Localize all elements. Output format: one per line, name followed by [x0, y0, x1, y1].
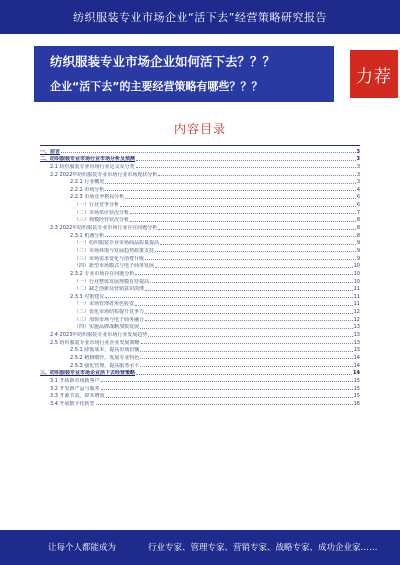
toc-entry-text: 3.3 开源节流，降本增效 — [50, 393, 105, 400]
toc-entry-text: 2.2.3 市场竞争格局分析 — [70, 194, 125, 201]
toc-entry[interactable] — [40, 223, 360, 231]
toc-leader-dots — [141, 343, 353, 344]
toc-entry-page: 11 — [353, 286, 360, 293]
toc-entry-text: 2.3.1 机遇分析 — [70, 232, 105, 239]
toc-entry-page: 3 — [356, 179, 360, 186]
toc-leader-dots — [101, 381, 353, 382]
title-banner — [34, 46, 334, 102]
toc-entry-page: 15 — [353, 393, 360, 400]
toc-leader-dots — [160, 244, 356, 245]
toc-leader-dots — [148, 336, 352, 337]
banner-title: 纺织服装专业市场企业如何活下去？？？ — [50, 54, 276, 69]
toc-leader-dots — [130, 221, 356, 222]
toc-entry-text: 2.3 2022年纺织服装专业市场行业存在问题分析 — [50, 225, 158, 232]
toc-entry-text: 三、纺织服装专业市场企业活下去经营策略 — [40, 370, 136, 377]
toc-entry[interactable] — [40, 323, 360, 331]
toc-entry-text: 2.5 纺织服装专业市场行业企业发展策略 — [50, 339, 140, 346]
toc-leader-dots — [145, 259, 356, 260]
toc-leader-dots — [130, 213, 356, 214]
toc-entry[interactable] — [40, 185, 360, 193]
toc-entry-text: （一）纺织服装专业市场商品质量提高 — [74, 240, 160, 247]
toc-entry-page: 15 — [353, 377, 360, 384]
toc-leader-dots — [105, 297, 352, 298]
toc-entry-text: （二）优化市场结构提升竞争力 — [74, 309, 145, 316]
toc-entry-text: 2.3.3 对策建议 — [70, 293, 105, 300]
toc-entry-text: （三）加快市场与电子商务融合 — [74, 316, 145, 323]
toc-entry-text: 2.3.2 专业市场存在问题分析 — [70, 270, 135, 277]
toc-entry-page: 9 — [356, 247, 360, 254]
toc-entry-page: 6 — [356, 194, 360, 201]
toc-entry-text: 3.1 开拓新市场新客户 — [50, 377, 100, 384]
toc-entry-page: 10 — [353, 263, 360, 270]
toc-entry-text: 二、纺织服装专业市场行业市场分析及预测 — [40, 156, 136, 163]
toc-entry[interactable] — [40, 178, 360, 186]
toc-entry-page: 11 — [353, 293, 360, 300]
toc-leader-dots — [158, 175, 356, 176]
toc-leader-dots — [105, 183, 356, 184]
toc-entry-page: 4 — [356, 186, 360, 193]
toc-entry[interactable] — [40, 285, 360, 293]
toc-entry-page: 14 — [353, 370, 360, 377]
toc-divider — [40, 145, 360, 146]
toc-leader-dots — [101, 389, 353, 390]
toc-entry[interactable] — [40, 399, 360, 407]
toc-entry[interactable] — [40, 315, 360, 323]
toc-entry-text: 2.5.2 精耕细作，发展专业特色 — [70, 354, 140, 361]
toc-leader-dots — [145, 313, 353, 314]
toc-entry-text: （一）行业整体发展规模有待提高 — [74, 278, 150, 285]
toc-entry-text: 2.2.2 市场分析 — [70, 186, 105, 193]
toc-leader-dots — [136, 160, 356, 161]
toc-entry-page: 7 — [356, 209, 360, 216]
toc-entry[interactable] — [40, 170, 360, 178]
toc-entry-text: 3.4 开展数字化转型 — [50, 400, 95, 407]
recommend-badge — [350, 50, 398, 98]
toc-leader-dots — [135, 305, 353, 306]
toc-entry-page: 8 — [356, 225, 360, 232]
toc-entry[interactable] — [40, 292, 360, 300]
toc-leader-dots — [136, 167, 356, 168]
toc-entry-page: 13 — [353, 339, 360, 346]
toc-entry[interactable] — [40, 277, 360, 285]
toc-entry-page: 9 — [356, 255, 360, 262]
footer-slogan: 让每个人都能成为 — [48, 543, 117, 553]
toc-entry-text: 2.1 纺织服装专业市场行业定义及分类 — [50, 163, 135, 170]
toc-entry-page: 13 — [353, 347, 360, 354]
toc-entry-page: 12 — [353, 309, 360, 316]
toc-entry-page: 3 — [356, 163, 360, 170]
toc-leader-dots — [140, 351, 352, 352]
toc-entry[interactable] — [40, 369, 360, 377]
toc-leader-dots — [155, 251, 356, 252]
toc-entry[interactable] — [40, 338, 360, 346]
top-header-band — [0, 0, 400, 34]
toc-leader-dots — [158, 229, 356, 230]
toc-leader-dots — [106, 397, 353, 398]
toc-entry[interactable] — [40, 193, 360, 201]
toc-leader-dots — [155, 267, 353, 268]
toc-entry[interactable] — [40, 239, 360, 247]
toc-entry-text: 2.4 2023年纺织服装专业市场行业发展趋势 — [50, 332, 148, 339]
toc-entry-text: （四）实施品牌战略加快发展 — [74, 324, 140, 331]
toc-entry-page: 14 — [353, 362, 360, 369]
toc-entry[interactable] — [40, 254, 360, 262]
toc-entry[interactable] — [40, 262, 360, 270]
toc-entry-text: （一）市场管理者角色转变 — [74, 301, 135, 308]
toc-leader-dots — [105, 190, 356, 191]
toc-entry[interactable] — [40, 231, 360, 239]
toc-entry-text: 2.5.3 强化管理，提高服务水平 — [70, 362, 140, 369]
toc-leader-dots — [140, 358, 352, 359]
toc-leader-dots — [150, 282, 353, 283]
toc-entry[interactable] — [40, 162, 360, 170]
toc-entry-page: 16 — [353, 400, 360, 407]
toc-entry-page: 8 — [356, 232, 360, 239]
toc-entry-text: 2.2.1 行业概况 — [70, 179, 105, 186]
toc-entry-page: 3 — [356, 156, 360, 163]
toc-entry-page: 15 — [353, 385, 360, 392]
toc-entry-page: 13 — [353, 324, 360, 331]
toc-entry-text: （二）缺乏创新及营销意识淡薄 — [74, 286, 145, 293]
toc-leader-dots — [145, 290, 353, 291]
toc-entry-page: 8 — [356, 217, 360, 224]
toc-entry[interactable] — [40, 361, 360, 369]
toc-leader-dots — [96, 404, 353, 405]
toc-entry[interactable] — [40, 246, 360, 254]
toc-entry-page: 11 — [353, 301, 360, 308]
toc-entry[interactable] — [40, 353, 360, 361]
toc-leader-dots — [145, 320, 353, 321]
toc-entry-text: （二）市场供应状况分析 — [74, 209, 130, 216]
banner-subtitle: 企业“活下去”的主要经营策略有哪些？？？ — [50, 80, 263, 93]
toc-entry[interactable] — [40, 147, 360, 155]
toc-entry[interactable] — [40, 200, 360, 208]
toc-leader-dots — [61, 152, 356, 153]
toc-entry-text: 3.2 开发新产品与服务 — [50, 385, 100, 392]
toc-entry[interactable] — [40, 376, 360, 384]
toc-entry-text: 一、前言 — [40, 148, 61, 155]
toc-entry-page: 13 — [353, 332, 360, 339]
toc-entry-page: 9 — [356, 240, 360, 247]
toc-entry-page: 10 — [353, 270, 360, 277]
badge-label: 力荐 — [356, 66, 392, 87]
toc-entry[interactable] — [40, 300, 360, 308]
toc-entry[interactable] — [40, 269, 360, 277]
toc-entry-text: （三）市场需求变化与消费升级 — [74, 255, 145, 262]
toc-entry[interactable] — [40, 155, 360, 163]
footer-band — [0, 530, 400, 565]
toc-entry-text: （四）新型市场模式与电子商务发展 — [74, 263, 155, 270]
toc-entry[interactable] — [40, 216, 360, 224]
toc-leader-dots — [125, 198, 356, 199]
footer-roles: 行业专家、管理专家、营销专家、战略专家、成功企业家…… — [148, 543, 378, 553]
toc-leader-dots — [105, 236, 356, 237]
toc-entry-page: 12 — [353, 316, 360, 323]
toc-entry[interactable] — [40, 384, 360, 392]
toc-leader-dots — [135, 274, 352, 275]
toc-entry[interactable] — [40, 330, 360, 338]
toc-entry-page: 14 — [353, 354, 360, 361]
toc-entry-page: 10 — [353, 278, 360, 285]
toc-entry[interactable] — [40, 208, 360, 216]
toc-entry[interactable] — [40, 346, 360, 354]
toc-entry[interactable] — [40, 307, 360, 315]
toc-entry-text: （一）行业竞争分析 — [74, 202, 120, 209]
toc-entry-text: （三）规模经营状况分析 — [74, 217, 130, 224]
toc-leader-dots — [140, 328, 353, 329]
table-of-contents — [40, 147, 360, 407]
toc-entry-text: 2.2 2022年纺织服装专业市场行业市场现状分析 — [50, 171, 158, 178]
toc-leader-dots — [136, 374, 352, 375]
toc-entry-page: 3 — [356, 148, 360, 155]
toc-leader-dots — [140, 366, 352, 367]
toc-entry[interactable] — [40, 392, 360, 400]
report-header-title: 纺织服装专业市场企业“活下去”经营策略研究报告 — [73, 11, 327, 24]
toc-leader-dots — [120, 206, 356, 207]
toc-entry-text: 2.5.1 降低成本，提高市场份额 — [70, 347, 140, 354]
toc-heading: 内容目录 — [173, 122, 226, 136]
toc-entry-text: （二）市场环境与发展趋势政策支持 — [74, 247, 155, 254]
toc-entry-page: 6 — [356, 202, 360, 209]
toc-entry-page: 3 — [356, 171, 360, 178]
